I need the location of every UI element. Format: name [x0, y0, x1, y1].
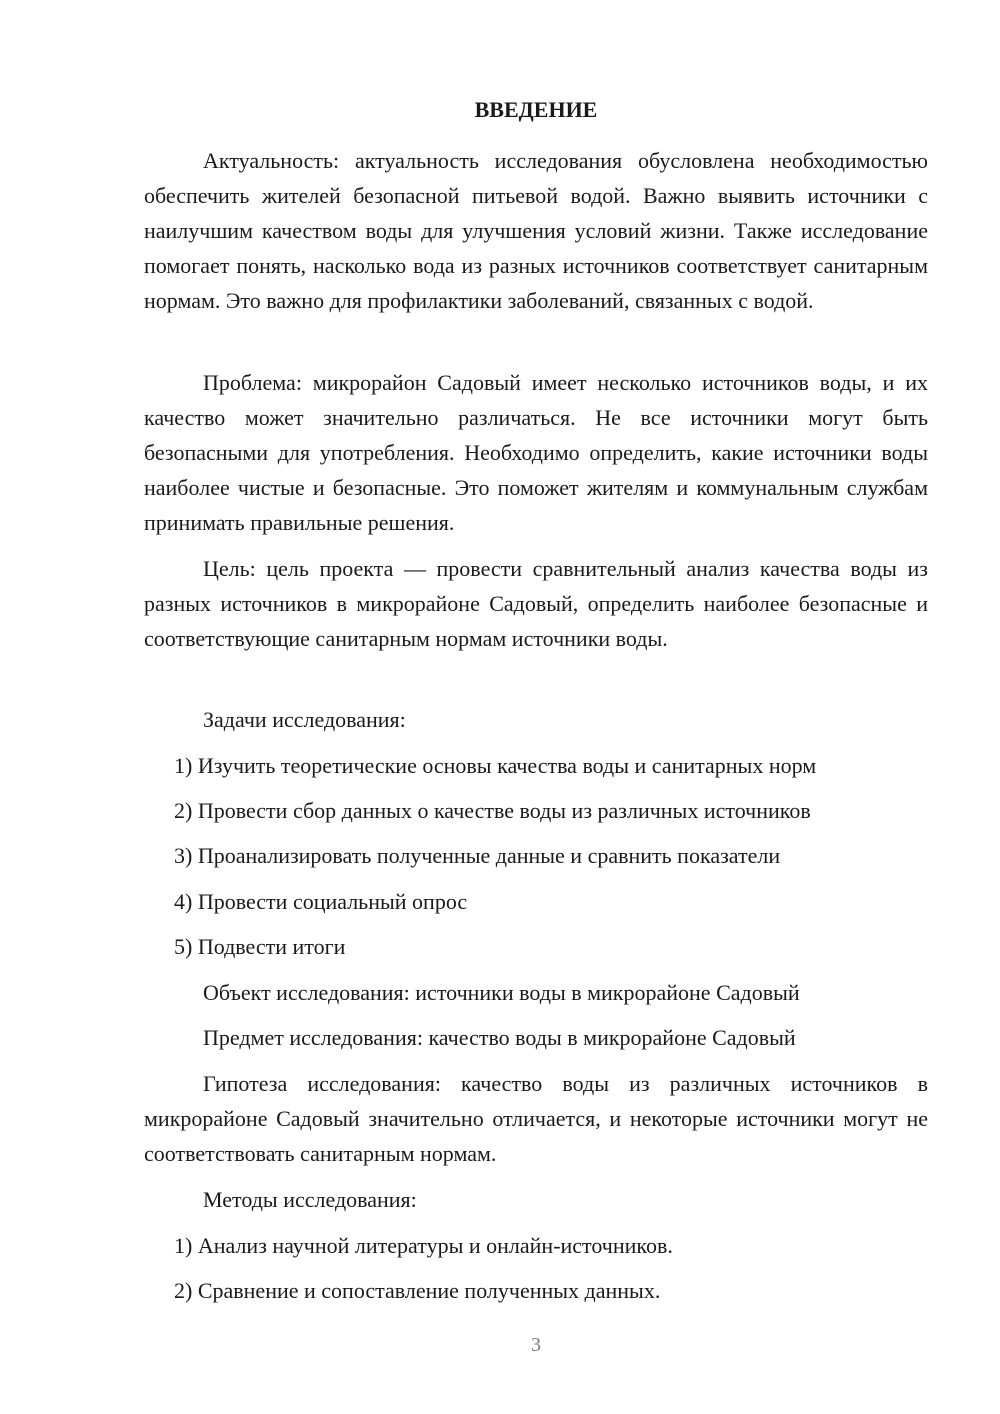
goal-paragraph: Цель: цель проекта — провести сравнительный анализ качества воды из разных источников в микрорайоне Садовый, определить наиболее безопасные и соответствующие санитарным нормам источники воды.: [144, 556, 928, 651]
relevance-paragraph: Актуальность: актуальность исследования обусловлена необходимостью обеспечить жителей безопасной питьевой водой. Важно выявить источники с наилучшим качеством воды для улучшения условий жизни. Также исследование помогает понять, насколько вода из разных источников соответствует санитарным нормам. Это важно для профилактики заболеваний, связанных с водой.: [144, 148, 928, 313]
task-item-2: 2) Провести сбор данных о качестве воды из различных источников: [174, 798, 811, 823]
problem-paragraph: Проблема: микрорайон Садовый имеет несколько источников воды, и их качество может значительно различаться. Не все источники могут быть безопасными для употребления. Необходимо определить, какие источники воды наиболее чистые и безопасные. Это поможет жителям и коммунальным службам принимать правильные решения.: [144, 370, 928, 535]
page-title: ВВЕДЕНИЕ: [474, 97, 598, 122]
task-item-5: 5) Подвести итоги: [174, 934, 346, 959]
task-item-4: 4) Провести социальный опрос: [174, 889, 468, 914]
task-item-3: 3) Проанализировать полученные данные и сравнить показатели: [174, 843, 781, 868]
method-item-1: 1) Анализ научной литературы и онлайн-источников.: [174, 1233, 673, 1258]
research-object: Объект исследования: источники воды в микрорайоне Садовый: [203, 980, 800, 1005]
task-item-1: 1) Изучить теоретические основы качества воды и санитарных норм: [174, 753, 817, 778]
hypothesis-paragraph: Гипотеза исследования: качество воды из различных источников в микрорайоне Садовый значительно отличается, и некоторые источники могут не соответствовать санитарным нормам.: [144, 1071, 928, 1166]
page-number: 3: [531, 1334, 541, 1356]
research-subject: Предмет исследования: качество воды в микрорайоне Садовый: [203, 1025, 796, 1050]
methods-heading: Методы исследования:: [203, 1187, 417, 1212]
method-item-2: 2) Сравнение и сопоставление полученных данных.: [174, 1278, 661, 1303]
tasks-heading: Задачи исследования:: [203, 707, 406, 732]
